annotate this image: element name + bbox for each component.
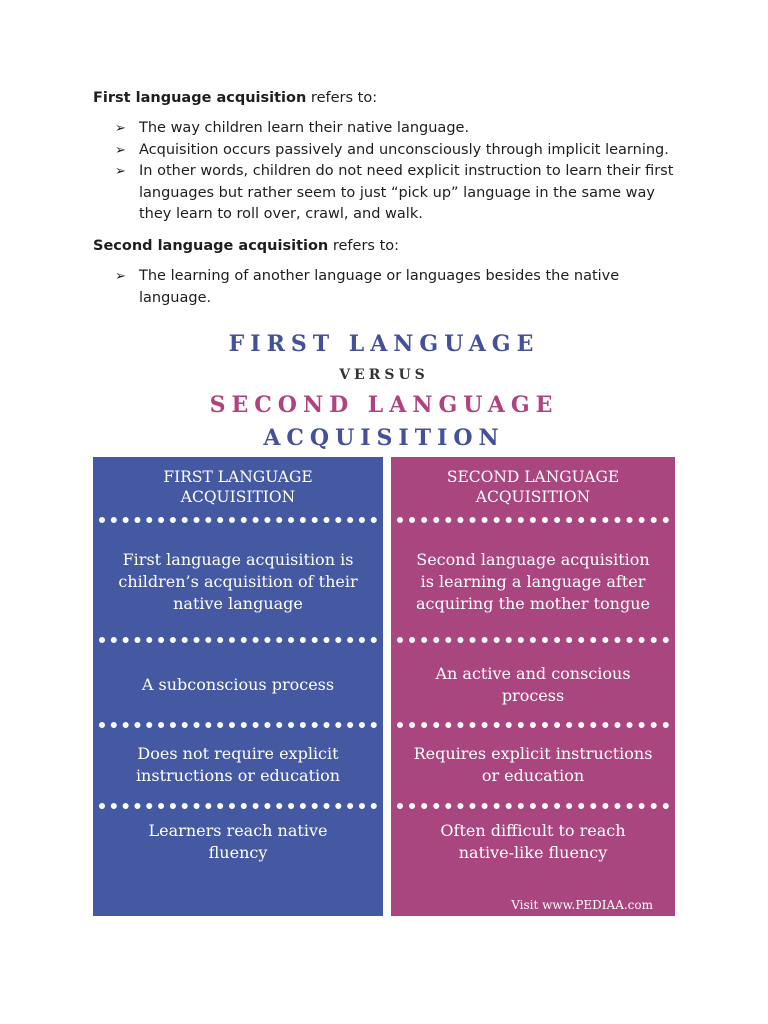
second-language-bullets [93,266,693,309]
pediaa-credit: Visit www.PEDIAA.com [511,898,653,912]
first-language-column [93,457,383,916]
second-language-term: Second language acquisition [93,238,329,254]
list-item: ➢ Acquisition occurs passively and unconsciously through implicit learning. [93,140,684,162]
dotted-divider [397,517,669,523]
dotted-divider [99,637,377,643]
dotted-divider [99,517,377,523]
second-language-process: An active and conscious process [435,663,631,705]
first-language-fluency: Learners reach native fluency [148,820,328,862]
first-language-term: First language acquisition [93,90,307,106]
first-language-definition: First language acquisition is children’s acquisition of their native language [118,550,358,613]
second-language-instruction: Requires explicit instructions or education [413,743,653,785]
first-language-instruction: Does not require explicit instructions or education [135,743,341,785]
first-language-intro [93,87,377,109]
arrow-bullet-icon: ➢ [115,142,126,158]
arrow-bullet-icon: ➢ [115,121,126,136]
second-language-fluency: Often difficult to reach native-like fluency [440,820,626,862]
dotted-divider [397,637,669,643]
list-item: ➢ The way children learn their native language. [93,118,684,140]
infographic-title-versus: VERSUS [339,367,429,383]
arrow-bullet-icon: ➢ [115,164,126,179]
infographic-title-second: SECOND LANGUAGE [209,392,559,418]
second-language-definition: Second language acquisition is learning a language after acquiring the mother tongue [416,550,650,613]
first-language-header: FIRST LANGUAGE ACQUISITION [163,468,313,506]
second-language-intro [93,235,399,257]
second-language-refers: refers to: [328,238,400,254]
second-language-column [391,457,675,916]
infographic-title-acquisition: ACQUISITION [263,425,505,451]
list-item: ➢ In other words, children do not need explicit instruction to learn their first languages but rather seem to just “pick up” language in the same way they learn to roll over, crawl, and walk. [115,163,674,222]
first-language-bullets [93,118,693,226]
second-language-header: SECOND LANGUAGE ACQUISITION [446,468,620,506]
first-language-process: A subconscious process [141,674,335,694]
arrow-bullet-icon: ➢ [115,269,126,284]
list-item: ➢ The learning of another language or languages besides the native language. [115,268,620,306]
first-language-refers: refers to: [306,90,378,106]
infographic-title-first: FIRST LANGUAGE [228,331,540,357]
